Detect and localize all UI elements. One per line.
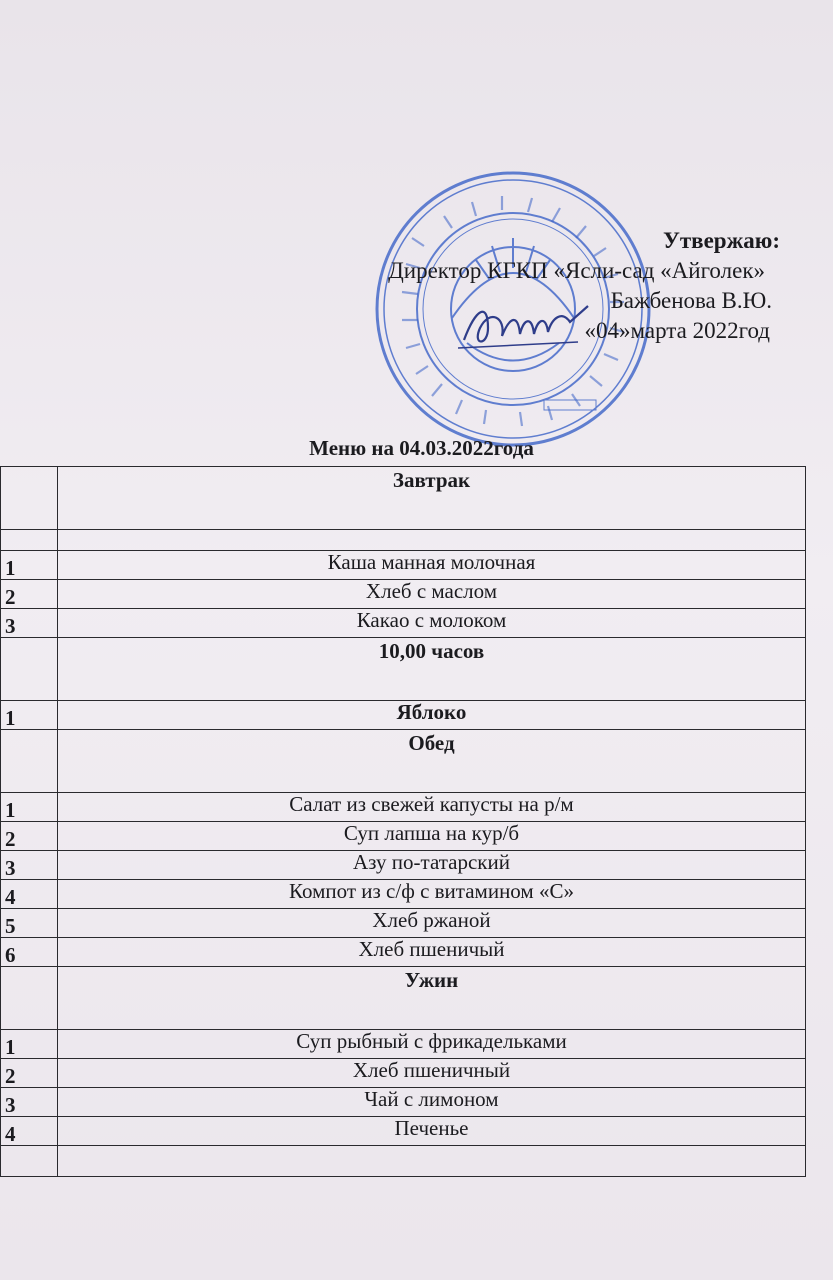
menu-table [0, 466, 806, 1177]
section-row-lunch [1, 730, 806, 793]
approval-director-name: Бажбенова В.Ю. [610, 288, 772, 313]
table-row [1, 701, 806, 730]
spacer-row [1, 530, 806, 551]
section-header-lunch: Обед [58, 730, 806, 793]
item-name: Каша манная молочная [58, 551, 806, 580]
table-row [1, 851, 806, 880]
approval-date: «04»марта 2022год [584, 318, 770, 343]
approval-block [350, 226, 810, 346]
item-name: Хлеб пшеничный [58, 1059, 806, 1088]
table-row [1, 1088, 806, 1117]
item-number: 2 [1, 822, 58, 851]
item-number: 4 [1, 880, 58, 909]
item-name: Суп рыбный с фрикадельками [58, 1030, 806, 1059]
table-row [1, 793, 806, 822]
table-row [1, 580, 806, 609]
approval-title: Утвержаю: [662, 228, 780, 253]
table-row [1, 1117, 806, 1146]
table-row [1, 880, 806, 909]
item-number: 1 [1, 701, 58, 730]
item-name: Яблоко [58, 701, 806, 730]
table-row [1, 1030, 806, 1059]
section-header-dinner: Ужин [58, 967, 806, 1030]
item-number: 1 [1, 793, 58, 822]
item-number: 3 [1, 609, 58, 638]
section-header-breakfast: Завтрак [58, 467, 806, 530]
section-row-dinner [1, 967, 806, 1030]
item-number: 5 [1, 909, 58, 938]
table-row [1, 822, 806, 851]
empty-row [1, 1146, 806, 1177]
section-header-snack: 10,00 часов [58, 638, 806, 701]
item-number: 6 [1, 938, 58, 967]
table-row [1, 551, 806, 580]
item-name: Какао с молоком [58, 609, 806, 638]
item-number: 4 [1, 1117, 58, 1146]
table-row [1, 909, 806, 938]
item-name: Печенье [58, 1117, 806, 1146]
item-number: 1 [1, 1030, 58, 1059]
section-row-snack [1, 638, 806, 701]
item-number: 3 [1, 851, 58, 880]
approval-organization: Директор КГКП «Ясли-сад «Айголек» [388, 258, 765, 283]
item-name: Азу по-татарский [58, 851, 806, 880]
item-name: Хлеб с маслом [58, 580, 806, 609]
item-name: Компот из с/ф с витамином «С» [58, 880, 806, 909]
item-number: 1 [1, 551, 58, 580]
item-name: Хлеб пшеничый [58, 938, 806, 967]
table-row [1, 609, 806, 638]
table-row [1, 1059, 806, 1088]
section-row-breakfast [1, 467, 806, 530]
item-name: Чай с лимоном [58, 1088, 806, 1117]
document-title: Меню на 04.03.2022года [309, 436, 534, 460]
item-number: 2 [1, 1059, 58, 1088]
item-name: Суп лапша на кур/б [58, 822, 806, 851]
item-name: Салат из свежей капусты на р/м [58, 793, 806, 822]
table-row [1, 938, 806, 967]
item-number: 3 [1, 1088, 58, 1117]
item-number: 2 [1, 580, 58, 609]
item-name: Хлеб ржаной [58, 909, 806, 938]
